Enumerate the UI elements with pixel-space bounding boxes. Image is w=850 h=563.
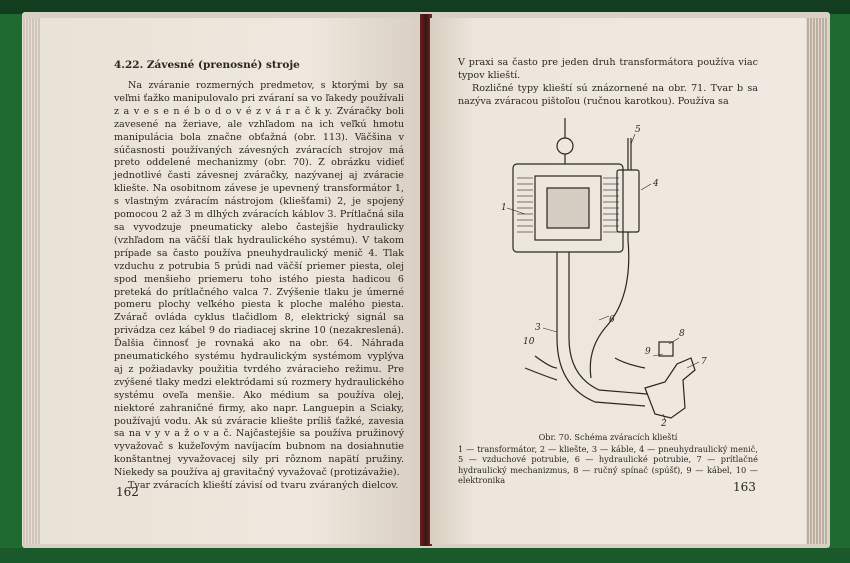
page-number-right: 163 (733, 480, 756, 494)
signal-cable (615, 358, 645, 368)
page-edges-left (22, 18, 40, 544)
paragraph: V praxi sa často pre jeden druh transformátora používa viac typov klieští. (458, 57, 758, 81)
figure-label: 7 (701, 357, 707, 367)
background-bottom (0, 548, 850, 563)
right-page-body (458, 57, 758, 109)
figure-label: 4 (653, 179, 659, 189)
transformer-window (547, 188, 589, 228)
figure-label: 9 (645, 347, 651, 357)
page-number-left: 162 (116, 485, 139, 499)
trigger-switch (659, 342, 673, 356)
figure-caption (458, 432, 758, 485)
paragraph: Na zváranie rozmerných predmetov, s ktorými by sa veľmi ťažko manipulovalo pri zváraní sa vo ľakedy používali z a v e s e n é b o d o v é z v á r a č k y. Zváračky boli zavesené na žeriave, ale vzhľadom na ich veľkú hmotu manipulácia bola značne obťažná (obr. 113). Väčšina v súčasnosti používaných závesných zváracích strojov má preto oddelené mechanizmy (obr. 70). Z obrázku vidieť jednotlivé časti závesnej zváračky, nazývanej aj zváracie kliešte. Na osobitnom závese je upevnený transformátor 1, s vlastným zváracím nástrojom (kliešťami) 2, je spojený pomocou 2 až 3 m dlhých zváracích káblov 3. Prítlačná sila sa vyvodzuje pneumaticky alebo častejšie hydraulicky (vzhľadom na väčší tlak hydraulického systému). V takom prípade sa často používa pneuhydraulický menič 4. Tlak vzduchu z potrubia 5 prúdi nad väčší priemer piesta, olej spod menšieho priemeru toho istého piesta hadicou 6 preteká do prítlačného valca 7. Zvýšenie tlaku je úmerné pomeru plochy veľkého piesta k ploche malého piesta. Zvárač ovláda cyklus tlačidlom 8, elektrický signál sa privádza cez kábel 9 do riadiacej skrine 10 (nezakreslená). Ďalšia činnosť je rovnaká ako na obr. 64. Náhrada pneumatického systému hydraulickým systémom vyplýva aj z požiadavky použitia tvrdého zváracieho režimu. Pre zvýšené tlaky medzi elektródami sú rozmery hydraulického systému oveľa menšie. Ako médium sa používa olej, niektoré zahraničné firmy, ako napr. Languepin a Sciaky, používajú vodu. Ak sú zváracie kliešte príliš ťažké, zavesia sa na v y v a ž o v a č. Najčastejšie sa používa pružinový vyvažovač s kužeľovým navíjacím bubnom na dosiahnutie konštantnej vyvažovacej sily pri rôznom napätí pružiny. Niekedy sa používa aj gravitačný vyvažovač (protizávažie). (114, 80, 404, 479)
cable-bundle (557, 252, 645, 406)
caption-title: Obr. 70. Schéma zváracích klieští (538, 432, 678, 442)
paragraph: Rozličné typy klieští sú znázornené na obr. 71. Tvar b sa nazýva zváracou pištoľou (ručnou karotkou). Používa sa (458, 82, 758, 107)
figure-label: 10 (523, 337, 535, 347)
figure-label: 3 (535, 323, 541, 333)
gun-head (645, 358, 695, 418)
caption-legend: 1 — transformátor, 2 — kliešte, 3 — káble, 4 — pneuhydraulický menič, 5 — vzduchové potrubie, 6 — hydraulické potrubie, 7 — prítlačné hydraulický mechanizmus, 8 — ručný spínač (spúšť), 9 — kábel, 10 — elektronika (458, 444, 758, 485)
section-heading: 4.22. Závesné (prenosné) stroje (114, 59, 300, 71)
welding-gun-diagram (495, 118, 745, 428)
diagram-svg (495, 118, 745, 428)
hydraulic-hose (590, 240, 628, 378)
hanger-eye (557, 138, 573, 154)
figure-label: 1 (501, 203, 507, 213)
figure-label: 2 (661, 419, 667, 428)
figure-label: 8 (679, 329, 685, 339)
left-page-body (114, 80, 404, 493)
page-edges-right (806, 18, 828, 544)
figure-label: 5 (635, 125, 641, 135)
converter-body (617, 170, 639, 232)
paragraph: Tvar zváracích klieští závisí od tvaru zváraných dielcov. (128, 480, 399, 492)
figure-label: 6 (609, 315, 615, 325)
